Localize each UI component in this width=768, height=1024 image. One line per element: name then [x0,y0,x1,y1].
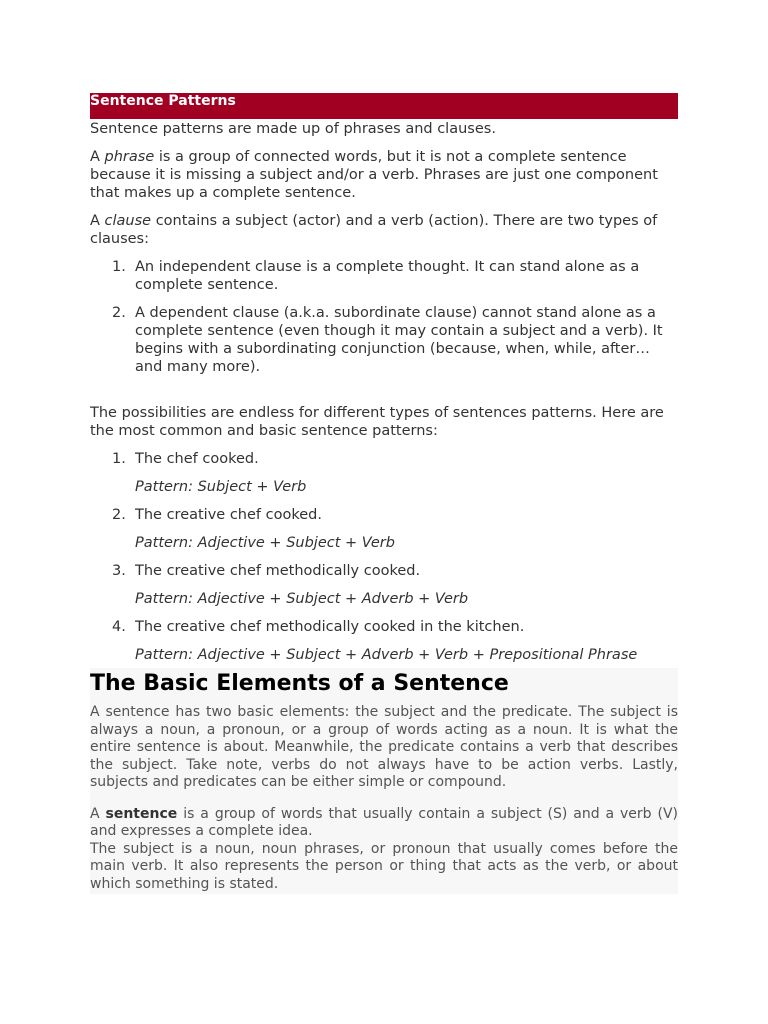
subject-definition-paragraph: The subject is a noun, noun phrases, or pronoun that usually comes before the main verb. It also represents the person or thing that acts as the verb, or about which something is stated. [90,840,678,892]
example-sentence: The creative chef methodically cooked in the kitchen. [135,619,525,635]
sentence-definition-paragraph: A sentence is a group of words that usually contain a subject (S) and a verb (V) and expresses a complete idea. [90,805,678,839]
section-banner [90,93,678,119]
list-number: 4. [112,619,126,635]
phrase-term: phrase [104,149,155,165]
pattern-item [90,450,678,496]
section-heading: The Basic Elements of a Sentence [90,671,509,696]
list-number: 2. [112,507,126,523]
list-number: 1. [112,259,126,275]
basic-elements-paragraph: A sentence has two basic elements: the subject and the predicate. The subject is always a noun, a pronoun, or a group of words acting as a noun. It is what the entire sentence is about. Meanwhile, the predicate contains a verb that describes the subject. Take note, verbs do not always have to be action verbs. Lastly, subjects and predicates can be either simple or compound. [90,704,678,790]
pattern-formula: Pattern: Subject + Verb [135,479,307,495]
basic-elements-section [90,668,678,894]
list-number: 3. [112,563,126,579]
list-item [90,304,678,376]
list-item [90,258,678,294]
example-sentence: The creative chef cooked. [135,507,322,523]
pattern-formula: Pattern: Adjective + Subject + Adverb + Verb + Prepositional Phrase [135,647,638,663]
example-sentence: The creative chef methodically cooked. [135,563,421,579]
sentence-term: sentence [105,805,178,822]
patterns-list [90,450,678,664]
document-page [90,93,678,894]
list-number: 2. [112,305,126,321]
phrase-paragraph: A phrase is a group of connected words, but it is not a complete sentence because it is missing a subject and/or a verb. Phrases are just one component that makes up a complete sentence. [90,149,658,201]
pattern-formula: Pattern: Adjective + Subject + Adverb + Verb [135,591,469,607]
clause-types-list [90,258,678,376]
example-sentence: The chef cooked. [135,451,259,467]
patterns-intro-paragraph: The possibilities are endless for different types of sentences patterns. Here are the most common and basic sentence patterns: [90,405,664,439]
spacer [90,386,678,404]
pattern-item [90,562,678,608]
clause-term: clause [104,213,152,229]
pattern-item [90,506,678,552]
list-text: A dependent clause (a.k.a. subordinate clause) cannot stand alone as a complete sentence (even though it may contain a subject and a verb). It begins with a subordinating conjunction (because, when, while, after… and many more). [135,305,663,375]
pattern-formula: Pattern: Adjective + Subject + Verb [135,535,395,551]
intro-paragraph: Sentence patterns are made up of phrases and clauses. [90,121,496,137]
list-text: An independent clause is a complete thought. It can stand alone as a complete sentence. [135,259,640,293]
list-number: 1. [112,451,126,467]
banner-title: Sentence Patterns [90,93,236,109]
pattern-item [90,618,678,664]
clause-paragraph: A clause contains a subject (actor) and a verb (action). There are two types of clauses: [90,213,658,247]
